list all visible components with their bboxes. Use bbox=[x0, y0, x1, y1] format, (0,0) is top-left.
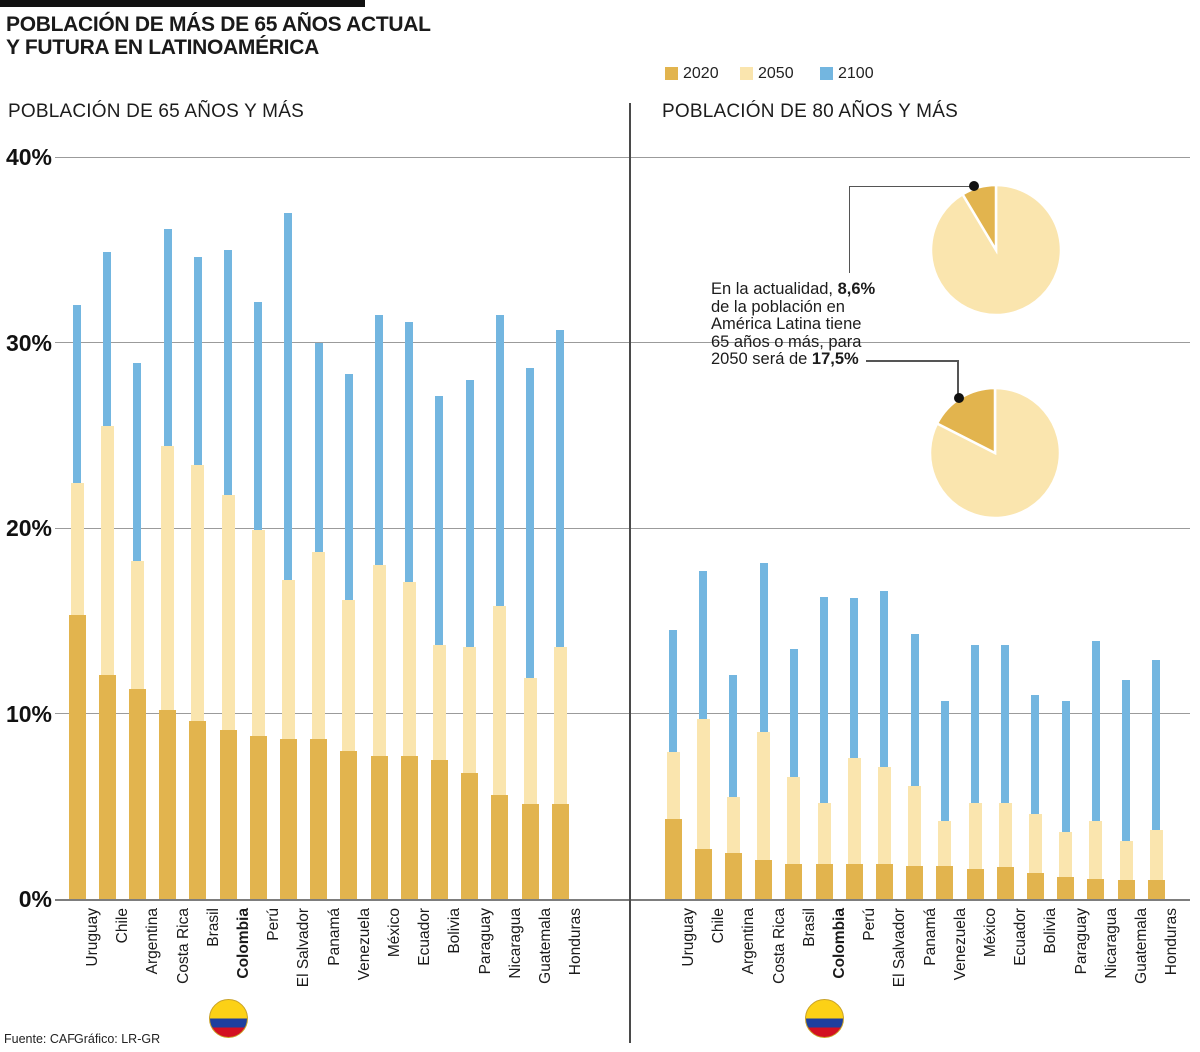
x-axis-label-Ecuador: Ecuador bbox=[1012, 908, 1030, 966]
bar-segment-2020-Chile bbox=[99, 675, 116, 899]
x-axis-label-Bolivia: Bolivia bbox=[1042, 908, 1060, 954]
source-credit: Fuente: CAF bbox=[4, 1032, 75, 1046]
panel-divider bbox=[629, 103, 631, 1043]
annotation-line bbox=[711, 299, 891, 317]
x-axis-label-Nicaragua: Nicaragua bbox=[506, 908, 524, 979]
x-axis-label-México: México bbox=[386, 908, 403, 958]
bar-segment-2020-Argentina bbox=[725, 853, 742, 899]
bar-segment-2020-Paraguay bbox=[461, 773, 478, 899]
bar-segment-2020-El Salvador bbox=[280, 739, 297, 899]
x-axis-label-Colombia: Colombia bbox=[235, 908, 252, 979]
annotation-line bbox=[711, 351, 891, 369]
annotation-line bbox=[711, 334, 891, 352]
bar-segment-2020-Guatemala bbox=[522, 804, 539, 899]
x-axis-label-Costa Rica: Costa Rica bbox=[174, 908, 192, 984]
y-axis-tick-label: 20% bbox=[5, 515, 52, 541]
bar-segment-2020-Guatemala bbox=[1118, 880, 1135, 899]
x-axis-label-Nicaragua: Nicaragua bbox=[1102, 908, 1120, 979]
bar-segment-2020-Nicaragua bbox=[1087, 879, 1104, 899]
bar-segment-2020-Bolivia bbox=[1027, 873, 1044, 899]
legend-label: 2100 bbox=[838, 65, 874, 82]
colombia-flag-icon bbox=[805, 999, 844, 1038]
x-axis-label-Honduras: Honduras bbox=[567, 908, 585, 976]
x-axis-label-Bolivia: Bolivia bbox=[446, 908, 464, 954]
right-panel-title: POBLACIÓN DE 80 AÑOS Y MÁS bbox=[662, 101, 958, 122]
x-axis-label-Panamá: Panamá bbox=[325, 908, 343, 966]
y-axis-tick-label: 10% bbox=[5, 700, 52, 727]
x-axis-label-El Salvador: El Salvador bbox=[891, 908, 909, 988]
annotation-text-segment: América Latina tiene bbox=[711, 315, 862, 334]
bar-segment-2020-Brasil bbox=[785, 864, 802, 899]
x-axis-label-Uruguay: Uruguay bbox=[84, 908, 101, 967]
bar-segment-2020-Panamá bbox=[906, 866, 923, 899]
annotation-text-segment: 65 años o más, para bbox=[711, 332, 862, 351]
y-axis-tick-label: 30% bbox=[5, 329, 52, 356]
x-axis-label-Venezuela: Venezuela bbox=[951, 908, 969, 981]
x-axis-label-México: México bbox=[982, 908, 999, 958]
x-axis-label-Guatemala: Guatemala bbox=[1133, 908, 1150, 984]
bar-segment-2020-Uruguay bbox=[665, 819, 682, 899]
x-axis-label-Brasil: Brasil bbox=[204, 908, 222, 947]
annotation-line bbox=[711, 281, 891, 299]
x-axis-label-Perú: Perú bbox=[265, 908, 283, 941]
legend-label: 2020 bbox=[683, 65, 719, 82]
x-axis-label-Paraguay: Paraguay bbox=[1072, 908, 1090, 975]
pie-chart bbox=[925, 383, 1065, 523]
leader-line bbox=[957, 360, 959, 394]
annotation-highlight-value: 17,5% bbox=[811, 350, 859, 369]
x-axis-label-Chile: Chile bbox=[710, 908, 728, 944]
bar-segment-2020-El Salvador bbox=[876, 864, 893, 899]
bar-segment-2020-México bbox=[967, 869, 984, 899]
left-panel-title: POBLACIÓN DE 65 AÑOS Y MÁS bbox=[8, 101, 304, 122]
footer bbox=[0, 1032, 400, 1052]
bar-segment-2020-Paraguay bbox=[1057, 877, 1074, 899]
legend-label: 2050 bbox=[758, 65, 794, 82]
x-axis-label-El Salvador: El Salvador bbox=[295, 908, 313, 988]
bar-segment-2020-Colombia bbox=[816, 864, 833, 899]
x-axis-label-Honduras: Honduras bbox=[1163, 908, 1181, 976]
x-axis-label-Brasil: Brasil bbox=[800, 908, 818, 947]
bar-segment-2020-Costa Rica bbox=[755, 860, 772, 899]
y-axis-tick-label: 0% bbox=[18, 886, 52, 912]
bar-segment-2020-Bolivia bbox=[431, 760, 448, 899]
bar-segment-2020-Honduras bbox=[552, 804, 569, 899]
x-axis-label-Panamá: Panamá bbox=[921, 908, 939, 966]
bar-segment-2020-Perú bbox=[250, 736, 267, 899]
bar-segment-2020-Venezuela bbox=[340, 751, 357, 899]
y-axis-tick-label: 40% bbox=[5, 144, 52, 170]
graphic-credit: Gráfico: LR-GR bbox=[74, 1032, 161, 1046]
x-axis-label-Chile: Chile bbox=[114, 908, 132, 944]
bar-segment-2020-Chile bbox=[695, 849, 712, 899]
bar-segment-2020-Nicaragua bbox=[491, 795, 508, 899]
x-axis-label-Paraguay: Paraguay bbox=[476, 908, 494, 975]
annotation-text bbox=[711, 281, 891, 369]
x-axis-label-Argentina: Argentina bbox=[144, 908, 162, 975]
bar-segment-2020-Colombia bbox=[220, 730, 237, 899]
leader-line bbox=[849, 187, 851, 273]
bar-segment-2020-Brasil bbox=[189, 721, 206, 899]
leader-dot bbox=[969, 181, 979, 191]
x-axis-label-Perú: Perú bbox=[861, 908, 879, 941]
x-axis-label-Costa Rica: Costa Rica bbox=[770, 908, 788, 984]
x-axis-label-Guatemala: Guatemala bbox=[537, 908, 554, 984]
annotation-line bbox=[711, 316, 891, 334]
main-title-line2: Y FUTURA EN LATINOAMÉRICA bbox=[6, 36, 319, 59]
leader-line bbox=[849, 186, 970, 188]
annotation-text-segment: En la actualidad, bbox=[711, 280, 838, 298]
bar-segment-2020-Ecuador bbox=[401, 756, 418, 899]
x-axis-label-Colombia: Colombia bbox=[831, 908, 848, 979]
bar-segment-2020-Uruguay bbox=[69, 615, 86, 899]
pie-chart bbox=[926, 180, 1066, 320]
x-axis-label-Argentina: Argentina bbox=[740, 908, 758, 975]
bar-segment-2020-México bbox=[371, 756, 388, 899]
annotation-highlight-value: 8,6% bbox=[837, 280, 876, 298]
leader-dot bbox=[954, 393, 964, 403]
annotation-text-segment: 2050 será de bbox=[711, 350, 812, 369]
bar-segment-2020-Argentina bbox=[129, 689, 146, 899]
x-axis-label-Uruguay: Uruguay bbox=[680, 908, 697, 967]
main-title-line1: POBLACIÓN DE MÁS DE 65 AÑOS ACTUAL bbox=[6, 13, 431, 36]
bar-segment-2020-Ecuador bbox=[997, 867, 1014, 899]
x-axis-label-Ecuador: Ecuador bbox=[416, 908, 434, 966]
bar-segment-2020-Panamá bbox=[310, 739, 327, 899]
bar-segment-2020-Venezuela bbox=[936, 866, 953, 899]
annotation-text-segment: de la población en bbox=[711, 297, 845, 316]
gridline-40 bbox=[55, 157, 1190, 158]
bar-segment-2020-Perú bbox=[846, 864, 863, 899]
bar-segment-2020-Honduras bbox=[1148, 880, 1165, 899]
bar-segment-2020-Costa Rica bbox=[159, 710, 176, 899]
x-axis-label-Venezuela: Venezuela bbox=[355, 908, 373, 981]
